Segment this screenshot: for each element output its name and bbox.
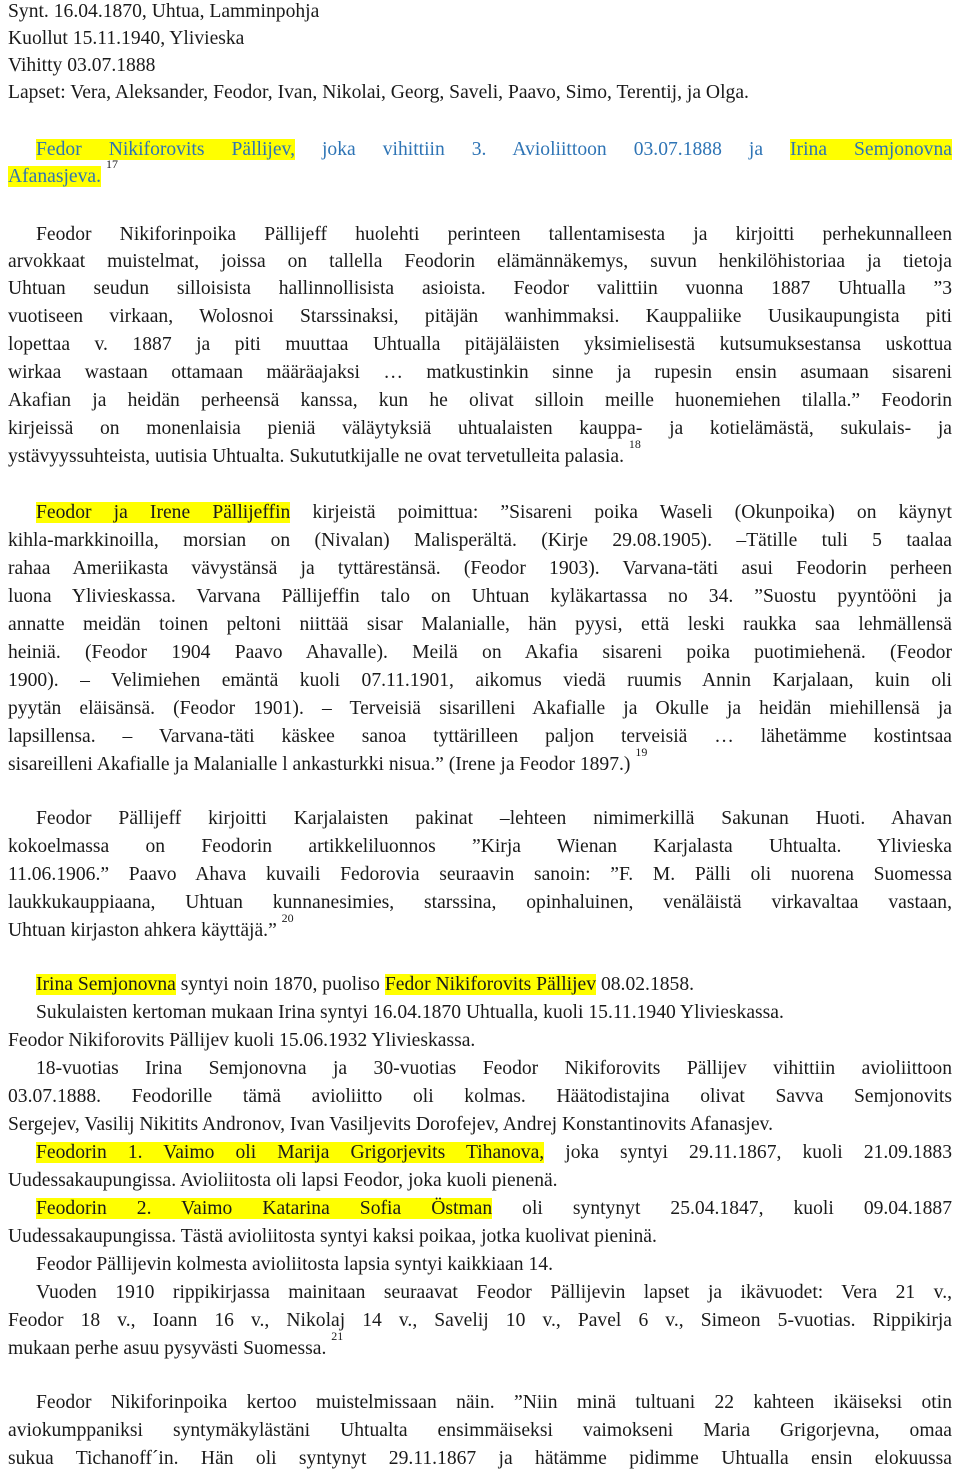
irina-birth-line: Irina Semjonovna syntyi noin 1870, puoliso Fedor Nikiforovits Pällijev 08.02.1858. (36, 974, 695, 995)
paragraph-line: kirjeissä on monenlaisia pieniä väläytyksiä uhtualaisten kauppa- ja kotielämästä, sukulais- ja (8, 418, 952, 439)
children-line: Lapset: Vera, Aleksander, Feodor, Ivan, Nikolai, Georg, Saveli, Paavo, Simo, Terentij, ja Olga. (8, 82, 749, 103)
paragraph-line: kokoelmassa on Feodorin artikkeliluonnos ”Kirja Wienan Karjalasta Uhtualta. Ylivieska (8, 836, 952, 857)
wedding-line: Vihitty 03.07.1888 (8, 55, 156, 76)
highlight-fedor: Fedor Nikiforovits Pällijev, (36, 139, 295, 160)
paragraph-line-end: mukaan perhe asuu pysyvästi Suomessa. $^{21}$ (8, 1329, 344, 1359)
paragraph-line: wirkaa wastaan ottamaan määräajaksi … matkustinkin sinne ja rupesin ensin asumaan sisareni (8, 362, 952, 383)
highlight-irina-semjonovna: Irina Semjonovna (36, 974, 176, 995)
paragraph-line: Akafian ja heidän perheensä kanssa, kun he olivat silloin meille huonemiehen tilalla.” Feodorin (8, 390, 952, 411)
highlight-feodor-irene: Feodor ja Irene Pällijeffin (36, 502, 291, 523)
death-line: Kuollut 15.11.1940, Ylivieska (8, 28, 245, 49)
paragraph-line: lopettaa v. 1887 ja piti muuttaa Uhtualla pitäjäläisten yksimielisestä kutsumuksestansa uskottua (8, 334, 952, 355)
paragraph-line: Uudessakaupungissa. Tästä avioliitosta syntyi kaksi poikaa, jotka kuolivat pieninä. (8, 1226, 657, 1247)
letters-line: Feodor ja Irene Pällijeffin kirjeistä poimittua: ”Sisareni poika Waseli (Okunpoika) on käynyt (36, 502, 952, 523)
paragraph-line: Feodor Pällijeff kirjoitti Karjalaisten pakinat –lehteen nimimerkillä Sakunan Huoti. Ahavan (36, 808, 952, 829)
paragraph-line: sukua Tichanoff´in. Hän oli syntynyt 29.11.1867 ja hätämme pidimme Uhtualla ensin elokuussa (8, 1448, 952, 1469)
paragraph-line: Uhtuan seudun silloisista hallinnollisista asioista. Feodor valittiin vuonna 1887 Uhtualla ”3 (8, 278, 952, 299)
paragraph-line: 1900). – Velimiehen emäntä kuoli 07.11.1901, aikomus viedä ruumis Annin Karjalaan, kuin oli (8, 670, 952, 691)
paragraph-line: Vuoden 1910 rippikirjassa mainitaan seuraavat Feodor Pällijevin lapset ja ikävuodet: Vera 21 v., (36, 1282, 952, 1303)
paragraph-line: aviokumppaniksi syntymäkylästäni Uhtualta ensimmäiseksi vaimokseni Maria Grigorjevna, omaa (8, 1420, 952, 1441)
marriage-text: joka vihittiin 3. Avioliittoon 03.07.1888 ja (294, 139, 791, 160)
paragraph-line: Feodor Nikiforinpoika Pällijeff huolehti perinteen tallentamisesta ja kirjoitti perhekunnalleen (36, 224, 952, 245)
paragraph-line-end: sisareilleni Akafialle ja Malanialle l ankasturkki nisua.” (Irene ja Feodor 1897.) $^{19}$ (8, 745, 648, 775)
paragraph-line: Feodor 18 v., Ioann 16 v., Nikolaj 14 v., Savelij 10 v., Pavel 6 v., Simeon 5-vuotias. Rippikirja (8, 1310, 952, 1331)
highlight-fedor-nikiforovits: Fedor Nikiforovits Pällijev (384, 974, 597, 995)
paragraph-line: Feodor Nikiforinpoika kertoo muistelmissaan näin. ”Niin minä tultuani 22 kahteen ikäiseksi otin (36, 1392, 952, 1413)
paragraph-line-end: ystävyyssuhteista, uutisia Uhtualta. Sukututkijalle ne ovat tervetulleita palasia. $^{18}$ (8, 437, 641, 467)
paragraph-line: Uudessakaupungissa. Avioliitosta oli lapsi Feodor, joka kuoli pienenä. (8, 1170, 558, 1191)
footnote-17: 17 (105, 157, 118, 171)
first-wife-line: Feodorin 1. Vaimo oli Marija Grigorjevits Tihanova, joka syntyi 29.11.1867, kuoli 21.09.1883 (36, 1142, 952, 1163)
paragraph-line: Feodor Nikiforovits Pällijev kuoli 15.06.1932 Ylivieskassa. (8, 1030, 476, 1051)
paragraph-line: 18-vuotias Irina Semjonovna ja 30-vuotias Feodor Nikiforovits Pällijev vihittiin avioliittoon (36, 1058, 952, 1079)
paragraph-line: rahaa Ameriikasta vävystänsä ja tyttärestänsä. (Feodor 1903). Varvana-täti asui Feodorin perheen (8, 558, 952, 579)
paragraph-line-end: Uhtuan kirjaston ahkera käyttäjä.” $^{20}$ (8, 911, 294, 941)
footnote-20: 20 (281, 911, 294, 925)
highlight-second-wife: Feodorin 2. Vaimo Katarina Sofia Östman (36, 1198, 493, 1219)
paragraph-line: kihla-markkinoilla, morsian on (Nivalan) Malisperältä. (Kirje 29.08.1905). –Tätille tuli 5 taalaa (8, 530, 952, 551)
paragraph-line: pyytän eläisänsä. (Feodor 1901). – Terveisiä sisarilleni Akafialle ja Okulle ja heidän miehillensä ja (8, 698, 952, 719)
birth-line: Synt. 16.04.1870, Uhtua, Lamminpohja (8, 1, 320, 22)
footnote-18: 18 (628, 437, 641, 451)
second-wife-line: Feodorin 2. Vaimo Katarina Sofia Östman oli syntynyt 25.04.1847, kuoli 09.04.1887 (36, 1198, 952, 1219)
marriage-line (36, 137, 952, 163)
paragraph-line: vuotiseen virkaan, Wolosnoi Starssinaksi, pitäjän wanhimmaksi. Kauppaliike Uusikaupungista piti (8, 306, 952, 327)
footnote-19: 19 (635, 745, 648, 759)
paragraph-line: annatte meidän toinen peltoni niittää sisar Malanialle, hän pyysi, että leski raukka saa lehmällensä (8, 614, 952, 635)
highlight-irina: Irina Semjonovna (790, 139, 952, 160)
highlight-afanasjeva: Afanasjeva. (8, 166, 102, 187)
paragraph-line: heiniä. (Feodor 1904 Paavo Ahavalle). Meilä on Akafia sisareni poika puotimiehenä. (Feodor (8, 642, 952, 663)
paragraph-line: Feodor Pällijevin kolmesta avioliitosta lapsia syntyi kaikkiaan 14. (36, 1254, 553, 1275)
paragraph-line: arvokkaat muistelmat, joissa on tallella Feodorin elämännäkemys, suvun henkilöhistoriaa ja tietoja (8, 251, 952, 272)
paragraph-line: Sukulaisten kertoman mukaan Irina syntyi 16.04.1870 Uhtualla, kuoli 15.11.1940 Ylivieskassa. (36, 1002, 784, 1023)
paragraph-line: lapsillensa. – Varvana-täti käskee sanoa tyttärilleen paljon terveisiä … lähetämme kostintsaa (8, 726, 952, 747)
paragraph-line: 11.06.1906.” Paavo Ahava kuvaili Fedorovia seuraavin sanoin: ”F. M. Pälli oli nuorena Suomessa (8, 864, 952, 885)
paragraph-line: 03.07.1888. Feodorille tämä avioliitto oli kolmas. Häätodistajina olivat Savva Semjonovits (8, 1086, 952, 1107)
paragraph-line: luona Ylivieskassa. Varvana Pällijeffin talo on Uhtuan kyläkartassa no 34. ”Suostu pyyntööni ja (8, 586, 952, 607)
highlight-first-wife: Feodorin 1. Vaimo oli Marija Grigorjevits Tihanova, (36, 1142, 545, 1163)
paragraph-line: Sergejev, Vasilij Nikitits Andronov, Ivan Vasiljevits Dorofejev, Andrej Konstantinovits Afanasjev. (8, 1114, 773, 1135)
paragraph-line: laukkukauppiaana, Uhtuan kunnanesimies, starssina, opinhaluinen, venäläistä virkavaltaa vastaan, (8, 892, 952, 913)
footnote-21: 21 (331, 1329, 344, 1343)
marriage-line-2 (8, 157, 952, 190)
